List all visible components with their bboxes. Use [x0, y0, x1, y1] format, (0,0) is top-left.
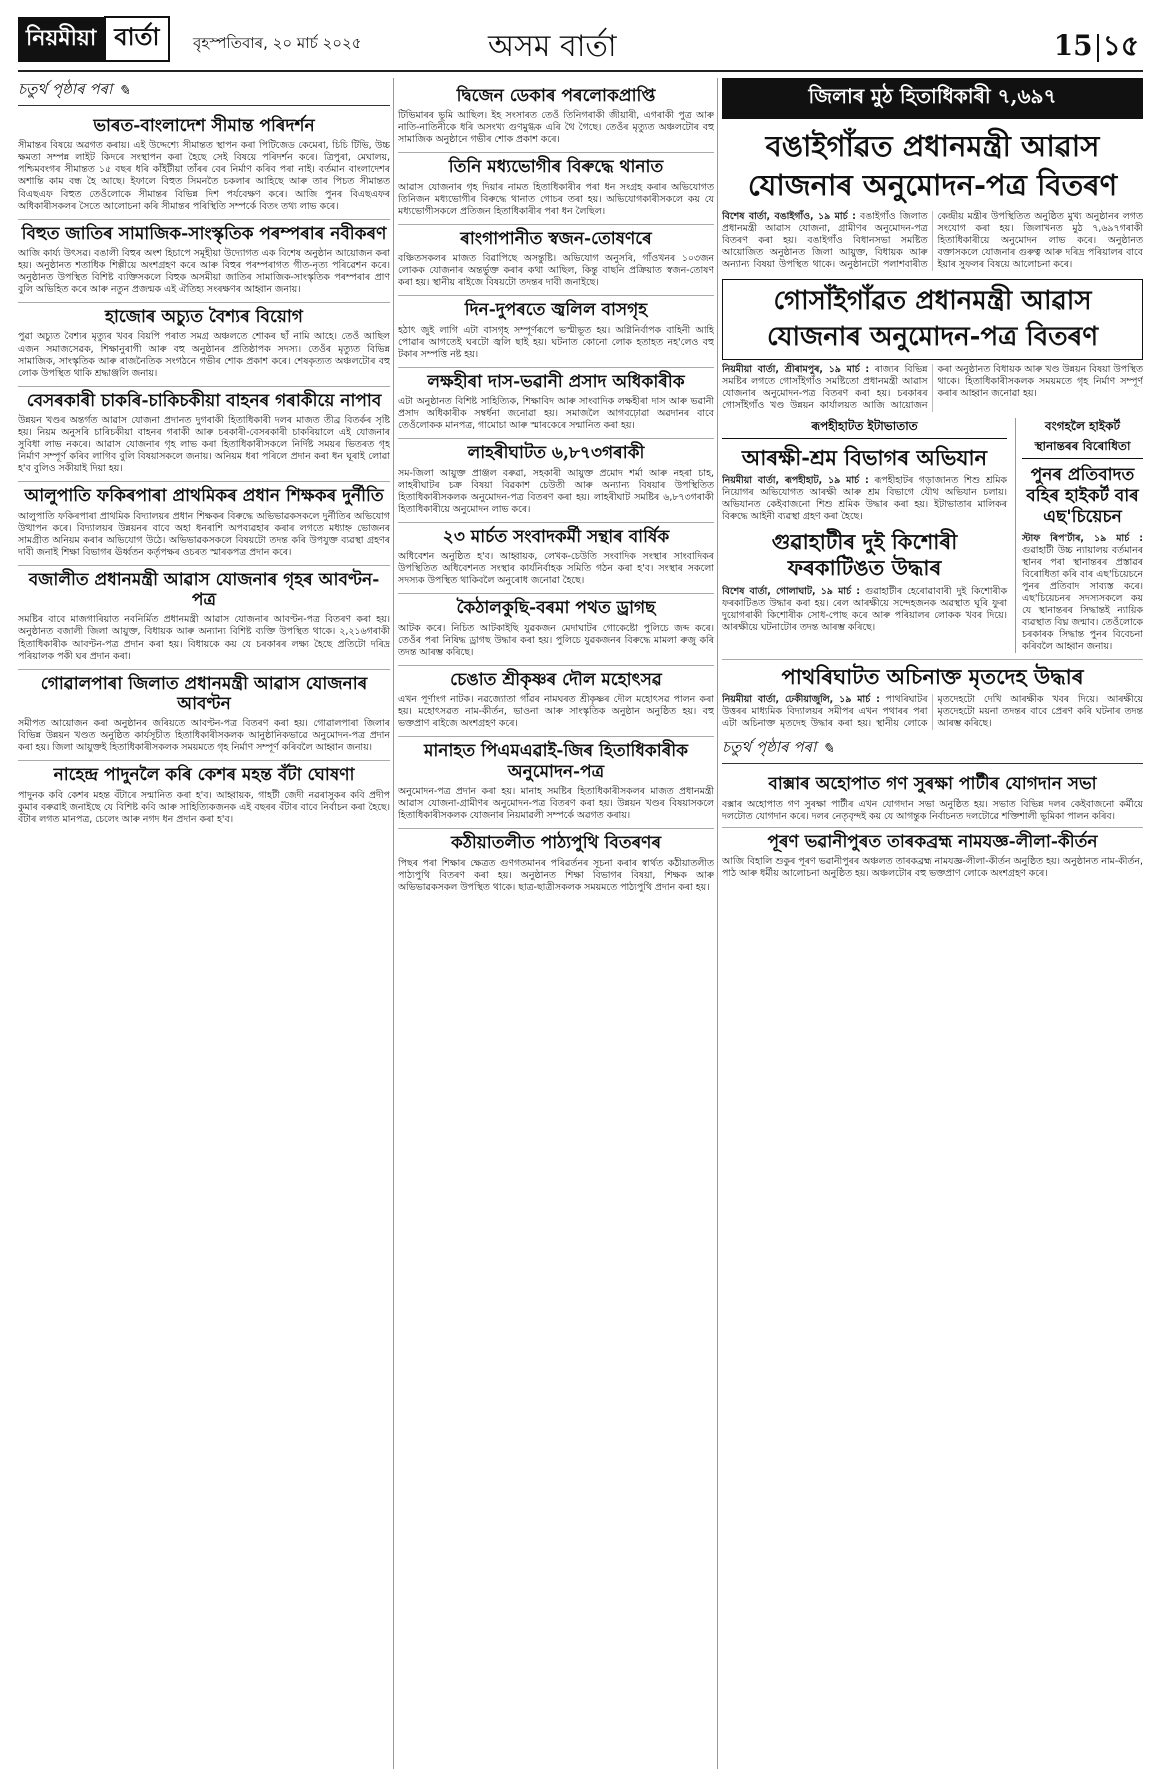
article-headline: আলুপাতি ফকিৰপাৰা প্ৰাথমিকৰ প্ৰধান শিক্ষকৰ দুৰ্নীতি [18, 481, 390, 506]
middle-column [398, 78, 714, 1769]
article-headline: বজালীত প্ৰধানমন্ত্ৰী আৱাস যোজনাৰ গৃহৰ আবণ্টন-পত্ৰ [18, 565, 390, 611]
article-body: সীমান্তৰ বিষয়ে অৱগত কৰায়। এই উদ্দেশ্যে সীমান্তত স্থাপন কৰা পিটিজেড কেমেৰা, চিচি টিভি, উচ্চ ক্ষমতা সম্পন্ন লাইট কিদৰে সংস্থাপন কৰা হৈছে সেই বিষয়ে পৰিদৰ্শন কৰে। ত্ৰিপুৰা, মেঘালয়, পশ্চিমবংগৰ সীমান্তত ১৫ বছৰ ধৰি কাঁইটীয়া তাঁৰৰ বেৰ নিৰ্মাণ কৰিব পৰা নাই। বৰ্তমান বাংলাদেশৰ অশান্তি কাম বন্ধ হৈ আছে। ইফালে বিহুত সিমনতৈ চকলাৰ আহিছে আৰু তাৰ পিচত সীমান্তত বিএছএফ বিহুত তেওঁলোকে সীমান্তৰ বিভিন্ন দিশ পৰ্যবেক্ষণ কৰে। আজি পুনৰ বিএছএফৰ অধিকাৰীসকলৰ সৈতে আলোচনা কৰি সীমান্তৰ পৰিস্থিতি সম্পৰ্কে বিতং তথ্য লাভ কৰে। [18, 140, 390, 212]
pen-icon: ✎ [822, 740, 835, 757]
article-headline: কঠীয়াতলীত পাঠ্যপুথি বিতৰণৰ [398, 828, 714, 853]
article-body: সমীপত আয়োজন কৰা অনুষ্ঠানৰ জৰিয়তে আবণ্টন-পত্ৰ বিতৰণ কৰা হয়। গোৱালপাৰা জিলাৰ বিভিন্ন উন্নয়ন খণ্ডত অনুষ্ঠিত কাৰ্যসূচীত হিতাধিকাৰীসকলক আনুষ্ঠানিকভাৱে অনুমোদন-পত্ৰ প্ৰদান কৰা হয়। জিলা আয়ুক্তই হিতাধিকাৰীসকলক সময়মতে গৃহ নিৰ্মাণ সম্পূৰ্ণ কৰিবলৈ আহ্বান জনায়। [18, 718, 390, 754]
article-headline: লক্ষহীৰা দাস-ভৱানী প্ৰসাদ অধিকাৰীক [398, 367, 714, 392]
article [398, 438, 714, 516]
article-body: হঠাৎ জুই লাগি এটা বাসগৃহ সম্পূৰ্ণৰূপে ভস্মীভূত হয়। অগ্নিনিৰ্বাপক বাহিনী আহি পোৱাৰ আগতেই ঘৰটো জ্বলি ছাই হয়। ঘটনাত কোনো লোক হতাহত নহ'লেও বহু টকাৰ সম্পত্তি নষ্ট হয়। [398, 324, 714, 360]
article [398, 224, 714, 289]
issue-date: বৃহস্পতিবাৰ, ২০ মাৰ্চ ২০২৫ [193, 34, 362, 52]
article-body [722, 586, 1007, 634]
article-body: সমষ্টিৰ বাবে মাজগাৰিয়াত নবনিৰ্মিত প্ৰধানমন্ত্ৰী আৱাস যোজনাৰ আবণ্টন-পত্ৰ বিতৰণ কৰা হয়। অনুষ্ঠানত বজালী জিলা আয়ুক্ত, বিধায়ক আৰু অন্যান্য বিশিষ্ট ব্যক্তি উপস্থিত থাকে। ২,২১৬গৰাকী হিতাধিকাৰীক আবণ্টন-পত্ৰ প্ৰদান কৰা হয়। বিধায়কে কয় যে চৰকাৰৰ লক্ষ্য হৈছে প্ৰতিটো দৰিদ্ৰ পৰিয়ালক পকী ঘৰ প্ৰদান কৰা। [18, 614, 390, 662]
article-headline: গোৱালপাৰা জিলাত প্ৰধানমন্ত্ৰী আৱাস যোজনাৰ আবণ্টন [18, 669, 390, 715]
article-body: পিছৰ পৰা শিক্ষাৰ ক্ষেত্ৰত গুণগতমানৰ পৰিৱৰ্তনৰ সূচনা কৰাৰ স্বাৰ্থত কঠীয়াতলীত পাঠ্যপুথি বিতৰণ কৰা হয়। অনুষ্ঠানত শিক্ষা বিভাগৰ বিষয়া, শিক্ষক আৰু অভিভাৱকসকল উপস্থিত থাকে। ছাত্ৰ-ছাত্ৰীসকলক সময়মতে পাঠ্যপুথি প্ৰদান কৰা হয়। [398, 857, 714, 893]
article-headline: মানাহত পিএমএৱাই-জিৰ হিতাধিকাৰীক অনুমোদন-পত্ৰ [398, 736, 714, 782]
article [398, 522, 714, 587]
pen-icon: ✎ [118, 82, 131, 99]
newspaper-logo [18, 20, 170, 58]
article [398, 367, 714, 432]
article [18, 481, 390, 559]
dateline: নিয়মীয়া বাৰ্তা, ঢেকীয়াজুলি, ১৯ মাৰ্চ : [722, 694, 880, 706]
article-headline: বিহুত জাতিৰ সামাজিক-সাংস্কৃতিক পৰম্পৰাৰ নবীকৰণ [18, 219, 390, 244]
article [722, 418, 1007, 653]
article-text: গুৱাহাটী উচ্চ ন্যায়ালয় বৰ্তমানৰ স্থানৰ পৰা স্থানান্তৰৰ প্ৰস্তাৱৰ বিৰোধিতা কৰি বাৰ এছ'চিয়েচনে পুনৰ প্ৰতিবাদ সাব্যস্ত কৰে। এছ'চিয়েচনৰ সদস্যসকলে কয় যে স্থানান্তৰৰ সিদ্ধান্তই ন্যায়িক ব্যৱস্থাত বিঘ্ন জন্মাব। তেওঁলোকে চৰকাৰক সিদ্ধান্ত পুনৰ বিবেচনা কৰিবলৈ আহ্বান জনায়। [1022, 544, 1143, 652]
article-body: পুৱা অচ্যুত বৈশ্যৰ মৃত্যুৰ খবৰ বিয়পি পৰাত সমগ্ৰ অঞ্চলতে শোকৰ ছাঁ নামি আহে। তেওঁ আছিল এজন সমাজসেৱক, শিক্ষানুৰাগী আৰু বহু অনুষ্ঠানৰ প্ৰতিষ্ঠাপক সদস্য। তেওঁৰ মৃত্যুত বিভিন্ন সামাজিক, সাংস্কৃতিক আৰু ৰাজনৈতিক সংগঠনে গভীৰ শোক প্ৰকাশ কৰে। শেষকৃত্যত অঞ্চলটোৰ বহু লোক উপস্থিত থাকি শ্ৰদ্ধাঞ্জলি জনায়। [18, 331, 390, 379]
article-body: আজি কাৰ্য্য উৎসৱ। বঙালী বিহুৰ অংশ হিচাপে সমূহীয়া উদ্যোগত এক বিশেষ অনুষ্ঠান আয়োজন কৰা হয়। অনুষ্ঠানত শতাধিক শিল্পীয়ে অংশগ্ৰহণ কৰে আৰু বিহুৰ পৰম্পৰাগত গীত-নৃত্য পৰিৱেশন কৰে। অনুষ্ঠানত উপস্থিত বিশিষ্ট ব্যক্তিসকলে বিহুক অসমীয়া জাতিৰ সামাজিক-সাংস্কৃতিক পৰম্পৰাৰ প্ৰাণ বুলি অভিহিত কৰে আৰু নতুন প্ৰজন্মক এই ঐতিহ্য সংৰক্ষণৰ আহ্বান জনায়। [18, 247, 390, 296]
continued-label: চতুৰ্থ পৃষ্ঠাৰ পৰা ✎ [18, 78, 390, 106]
article-body: এটা অনুষ্ঠানত বিশিষ্ট সাহিত্যিক, শিক্ষাবিদ আৰু সাংবাদিক লক্ষহীৰা দাস আৰু ভৱানী প্ৰসাদ অধিকাৰীক সম্বৰ্ধনা জনোৱা হয়। সমাজলৈ আগবঢ়োৱা অৱদানৰ বাবে তেওঁলোকক মানপত্ৰ, গামোচা আৰু স্মাৰকেৰে সন্মানিত কৰা হয়। [398, 396, 714, 432]
split-row [722, 418, 1143, 653]
page-number-en: 15 [1053, 29, 1093, 62]
dateline: বিশেষ বাৰ্তা, বঙাইগাঁও, ১৯ মাৰ্চ : [722, 211, 856, 223]
article-headline: হাজোৰ অচ্যুত বৈশ্যৰ বিয়োগ [18, 302, 390, 327]
column-rule [717, 78, 718, 1769]
article-body [1022, 533, 1143, 653]
page-number [1054, 24, 1139, 71]
article [18, 386, 390, 476]
article [18, 760, 390, 825]
lead-article-body [722, 211, 1143, 271]
masthead [18, 14, 1143, 72]
article-body [722, 694, 1143, 730]
article-kicker: ৰূপহীহাটত ইটাভাতাত [722, 418, 1007, 439]
logo-left: নিয়মীয়া [18, 17, 104, 62]
article-headline: ভাৰত-বাংলাদেশ সীমান্ত পৰিদৰ্শন [93, 116, 315, 136]
article-text: বঙাইগাঁও জিলাত প্ৰধানমন্ত্ৰী আৱাস যোজনা, গ্ৰামীণৰ অনুমোদন-পত্ৰ বিতৰণ কৰা হয়। বঙাইগাঁও বিধানসভা সমষ্টিত আয়োজিত অনুষ্ঠানত জিলা আয়ুক্ত, বিধায়ক আৰু অন্যান্য বিষয়া উপস্থিত থাকে। অনুষ্ঠানটো পলাশবাৰীত কেন্দ্ৰীয় মন্ত্ৰীৰ উপস্থিতিত অনুষ্ঠিত মুখ্য অনুষ্ঠানৰ লগত সংযোগ কৰা হয়। জিলাখনত মুঠ ৭,৬৯৭গৰাকী হিতাধিকাৰীয়ে অনুমোদন লাভ কৰে। অনুষ্ঠানত বক্তাসকলে যোজনাৰ গুৰুত্ব আৰু দৰিদ্ৰ পৰিয়ালৰ বাবে ইয়াৰ সুফলৰ বিষয়ে আলোচনা কৰে। [722, 211, 1143, 271]
article-text: ৰূপহীহাটৰ গড়াজানত শিশু শ্ৰমিক নিয়োগৰ অভিযোগত আৰক্ষী আৰু শ্ৰম বিভাগে যৌথ অভিযান চলায়। অভিযানত কেইবাজনো শিশু শ্ৰমিক উদ্ধাৰ কৰা হয়। ইটাভাতাৰ মালিকৰ বিৰুদ্ধে আইনী ব্যৱস্থা গ্ৰহণ কৰা হৈছে। [722, 475, 1007, 523]
dateline: বিশেষ বাৰ্তা, গোলাঘাট, ১৯ মাৰ্চ : [722, 585, 860, 597]
article-body: এখন পূৰ্ণাংগ নাটক। নৱজ্যোতা গাঁৱৰ নামঘৰত শ্ৰীকৃষ্ণৰ দৌল মহোৎসৱ পালন কৰা হয়। মহোৎসৱত নাম-কীৰ্তন, ভাওনা আৰু সাংস্কৃতিক অনুষ্ঠান অনুষ্ঠিত হয়। বহু ভক্তপ্ৰাণ ৰাইজে অংশগ্ৰহণ কৰে। [398, 694, 714, 730]
article-headline: আৰক্ষী-শ্ৰম বিভাগৰ অভিযান [741, 444, 988, 470]
article-kicker: বংগহলৈ হাইকৰ্ট স্থানান্তৰৰ বিৰোধিতা [1022, 418, 1143, 459]
article [398, 736, 714, 822]
article-headline: বাক্সাৰ অহোপাত গণ সুৰক্ষা পাৰ্টীৰ যোগদান সভা [768, 774, 1097, 795]
article-body: আটক কৰে। নিচিত আটকাইছি যুৱকজন মেদাঘাটৰ গোকেষ্টো পুলিচে জব্দ কৰে। তেওঁৰ পৰা নিষিদ্ধ ড্ৰাগছ উদ্ধাৰ কৰা হয়। পুলিচে যুৱকজনৰ বিৰুদ্ধে মামলা ৰুজু কৰি তদন্ত আৰম্ভ কৰিছে। [398, 622, 714, 658]
article-headline: দ্বিজেন ডেকাৰ পৰলোকপ্ৰাপ্তি [456, 86, 656, 106]
section-title: অসম বাৰ্তা [488, 29, 617, 64]
page-number-as: ১৫ [1102, 29, 1139, 62]
article [18, 219, 390, 297]
article-headline: ২৩ মাৰ্চত সংবাদকৰ্মী সন্থাৰ বাৰ্ষিক [398, 522, 714, 547]
article-body: অনুমোদন-পত্ৰ প্ৰদান কৰা হয়। মানাহ সমষ্টিৰ হিতাধিকাৰীসকলৰ মাজত প্ৰধানমন্ত্ৰী আৱাস যোজনা-গ্ৰামীণৰ অনুমোদন-পত্ৰ বিতৰণ কৰা হয়। উন্নয়ন খণ্ডৰ বিষয়াসকলে হিতাধিকাৰীসকলক যোজনাৰ নিয়মাৱলী সম্পৰ্কে অৱগত কৰায়। [398, 786, 714, 822]
article-headline: পূৰণ ভৱানীপুৰত তাৰকব্ৰহ্ম নামযজ্ঞ-লীলা-কীৰ্তন [722, 827, 1143, 852]
article [18, 112, 390, 213]
dateline: নিয়মীয়া বাৰ্তা, শ্ৰীৰামপুৰ, ১৯ মাৰ্চ : [722, 363, 870, 375]
article [1015, 418, 1143, 653]
banner-beneficiaries: জিলাৰ মুঠ হিতাধিকাৰী ৭,৬৯৭ [722, 78, 1143, 119]
article [398, 828, 714, 893]
second-lead-body [722, 364, 1143, 412]
article-body: বক্সাৰ অহোপাত গণ সুৰক্ষা পাৰ্টীৰ এখন যোগদান সভা অনুষ্ঠিত হয়। সভাত বিভিন্ন দলৰ কেইবাজনো কৰ্মীয়ে দলটোত যোগদান কৰে। দলৰ নেতৃবৃন্দই কয় যে আগন্তুক নিৰ্বাচনত দলটোৱে শক্তিশালী ভূমিকা পালন কৰিব। [722, 798, 1143, 822]
column-rule [393, 78, 394, 1769]
article-headline: তিনি মধ্যভোগীৰ বিৰুদ্ধে থানাত [398, 152, 714, 177]
article-headline: কৈঠালকুছি-বৰমা পথত ড্ৰাগছ [398, 593, 714, 618]
article-body: আলুপাতি ফকিৰপাৰা প্ৰাথমিক বিদ্যালয়ৰ প্ৰধান শিক্ষকৰ বিৰুদ্ধে অভিভাৱকসকলে দুৰ্নীতিৰ অভিযোগ উত্থাপন কৰে। বিদ্যালয়ৰ উন্নয়নৰ বাবে অহা ধনৰাশি অপব্যৱহাৰ কৰাৰ লগতে মধ্যাহ্ন ভোজনৰ সামগ্ৰীত অনিয়ম কৰাৰ অভিযোগ উঠে। অভিভাৱকসকলে বিষয়টো তদন্ত কৰি উপযুক্ত ব্যৱস্থা গ্ৰহণৰ দাবী জনাই শিক্ষা বিভাগৰ ঊৰ্ধ্বতন কৰ্তৃপক্ষৰ ওচৰত স্মাৰকপত্ৰ প্ৰদান কৰে। [18, 510, 390, 558]
article [18, 302, 390, 380]
article-headline: পাথৰিঘাটত অচিনাক্ত মৃতদেহ উদ্ধাৰ [722, 659, 1143, 690]
lead-headline: বঙাইগাঁৱত প্ৰধানমন্ত্ৰী আৱাস যোজনাৰ অনুমোদন-পত্ৰ বিতৰণ [747, 129, 1118, 203]
article-headline: নাহেন্দ্ৰ পাদুনলৈ কৰি কেশৰ মহন্ত বঁটা ঘোষণা [18, 760, 390, 785]
article-body: আজি বিহালি শুকুৰ পূৰণ ভৱানীপুৰৰ অঞ্চলত তাৰকব্ৰহ্ম নামযজ্ঞ-লীলা-কীৰ্তন অনুষ্ঠিত হয়। অনুষ্ঠানত নাম-কীৰ্তন, পাঠ আৰু ধৰ্মীয় আলোচনা অনুষ্ঠিত হয়। অঞ্চলটোৰ বহু ভক্তপ্ৰাণ লোকে অংশগ্ৰহণ কৰে। [722, 856, 1143, 880]
dateline: স্টাফ ৰিপ'ৰ্টাৰ, ১৯ মাৰ্চ : [1022, 532, 1143, 544]
article-text: গুৱাহাটীৰ হেৰোৱাবাৰী দুই কিশোৰীক ফৰকাটিঙত উদ্ধাৰ কৰা হয়। ৰেল আৰক্ষীয়ে সন্দেহজনক অৱস্থাত ঘূৰি ফুৰা দুয়োগৰাকী কিশোৰীক সোধ-পোছ কৰে আৰু পৰিয়ালৰ লোকক খবৰ দিয়ে। আৰক্ষীয়ে ঘটনাটোৰ তদন্ত আৰম্ভ কৰিছে। [722, 585, 1007, 633]
article-body: অধিবেশন অনুষ্ঠিত হ'ব। আহ্বায়ক, লেখক-চেউতি সংবাদিক সংস্থাৰ সাংবাদিকৰ উপস্থিতিত অধিবেশনত সংস্থাৰ কাৰ্যনিৰ্বাহক সমিতি গঠন কৰা হ'ব। সংস্থাৰ সকলো সদস্যক উপস্থিত থাকিবলৈ অনুৰোধ জনোৱা হৈছে। [398, 551, 714, 587]
article-body: পাদুনক কবি কেশৰ মহন্ত বঁটাৰে সন্মানিত কৰা হ'ব। আহ্বায়ক, গাহটী জেদী নৱৰাসুকৰ কবি প্ৰদীপ কুমাৰ বৰুৱাই জনাইছে যে বিশিষ্ট কবি আৰু সাহিত্যিকজনক এই বছৰৰ বঁটাৰ বাবে নিৰ্বাচন কৰা হৈছে। বঁটাৰ লগত মানপত্ৰ, চেলেং আৰু নগদ ধন প্ৰদান কৰা হ'ব। [18, 789, 390, 825]
article-body: টিভিমাৰৰ ভূমি আছিল। ইহ সংসাৰত তেওঁ তিনিগৰাকী জীয়াৰী, এগৰাকী পুত্ৰ আৰু নাতি-নাতিনীকে ধৰি অসংখ্য গুণমুগ্ধক এৰি থৈ গৈছে। তেওঁৰ মৃত্যুত অঞ্চলটোৰ বহু সামাজিক অনুষ্ঠানে গভীৰ শোক প্ৰকাশ কৰে। [398, 110, 714, 146]
article [18, 565, 390, 663]
article-headline: ৰাংগাপানীত স্বজন-তোষণৰে [398, 224, 714, 249]
article [18, 669, 390, 755]
right-column [722, 78, 1143, 1769]
article-body: বঞ্চিতসকলৰ মাজত বিৱাপিছে অসন্তুষ্টি। অভিযোগ অনুসৰি, গাঁওখনৰ ১০৩জন লোকক যোজনাৰ অন্তৰ্ভুক্ত কৰাৰ কথা আছিল, কিন্তু বাছনি প্ৰক্ৰিয়াত স্বজন-তোষণ কৰা হয়। স্থানীয় ৰাইজে বিষয়টো তদন্তৰ দাবী জনাইছে। [398, 253, 714, 289]
article-body: সম-জিলা আয়ুক্ত প্ৰাঞ্জল বৰুৱা, সহকাৰী আয়ুক্ত প্ৰমোদ শৰ্মা আৰু নহৰা চাহ, লাহৰীঘাটৰ চক্ৰ বিষয়া বিৱকাশ চেউতী আৰু অন্যান্য বিষয়াৰ উপস্থিতিত হিতাধিকাৰীসকলক অনুমোদন-পত্ৰ বিতৰণ কৰা হয়। লাহৰীঘাট সমষ্টিৰ ৬,৮৭৩গৰাকী হিতাধিকাৰীয়ে অনুমোদন লাভ কৰে। [398, 467, 714, 515]
article-headline: বেসৰকাৰী চাকৰি-চাকিচকীয়া বাহনৰ গৰাকীয়ে নাপাব [18, 386, 390, 411]
article-headline: চেঙাত শ্ৰীকৃষ্ণৰ দৌল মহোৎসৱ [398, 665, 714, 690]
logo-right: বাৰ্তা [104, 16, 169, 62]
article [398, 593, 714, 658]
article-body: উন্নয়ন খণ্ডৰ অন্তৰ্গত আৱাস যোজনা প্ৰদানত দুগৰাকী হিতাধিকাৰী দলৰ মাজত তীব্ৰ বিতৰ্কৰ সৃষ্টি হয়। নিয়ম অনুসৰি চাৰিচকীয়া বাহনৰ গৰাকী আৰু চৰকাৰী-বেসৰকাৰী চাকৰিয়ালে এই যোজনাৰ সুবিধা লাভ নকৰে। আৱাস যোজনাৰ গৃহ লাভ কৰা হিতাধিকাৰীসকলে নিৰ্দিষ্ট সময়ৰ ভিতৰত গৃহ নিৰ্মাণ সম্পূৰ্ণ কৰিব লাগিব বুলি বিষয়াসকলে জনায়। অনিয়ম ধৰা পৰিলে প্ৰদান কৰা ধন ঘূৰাই লোৱা হ'ব বুলিও সকীয়াই দিয়া হয়। [18, 415, 390, 475]
article-body [722, 475, 1007, 523]
article [398, 82, 714, 146]
article-headline: পুনৰ প্ৰতিবাদত বহিৰ হাইকৰ্ট বাৰ এছ'চিয়েচন [1026, 464, 1139, 528]
continued-label: চতুৰ্থ পৃষ্ঠাৰ পৰা ✎ [722, 736, 1143, 764]
article-headline: দিন-দুপৰতে জ্বলিল বাসগৃহ [398, 295, 714, 320]
article-text: পাথৰিঘাটৰ উত্তৰৰ মাধ্যমিক বিদ্যালয়ৰ সমীপৰ এখন পথাৰৰ পৰা এটা অচিনাক্ত মৃতদেহ উদ্ধাৰ কৰা হয়। স্থানীয় লোকে মৃতদেহটো দেখি আৰক্ষীক খবৰ দিয়ে। আৰক্ষীয়ে মৃতদেহটো ময়না তদন্তৰ বাবে প্ৰেৰণ কৰি ঘটনাৰ তদন্ত আৰম্ভ কৰিছে। [722, 694, 1143, 730]
dateline: নিয়মীয়া বাৰ্তা, ৰূপহীহাট, ১৯ মাৰ্চ : [722, 475, 869, 486]
article [398, 295, 714, 360]
article-body: আৱাস যোজনাৰ গৃহ দিয়াৰ নামত হিতাধিকাৰীৰ পৰা ধন সংগ্ৰহ কৰাৰ অভিযোগত তিনিজন মধ্যভোগীৰ বিৰুদ্ধে থানাত গোচৰ তৰা হয়। অভিযোগকাৰীসকলে কয় যে মধ্যভোগীসকলে প্ৰতিজন হিতাধিকাৰীৰ পৰা ধন লৈছিল। [398, 181, 714, 217]
article [398, 665, 714, 730]
page-number-divider [1097, 34, 1099, 62]
second-lead-headline: গোসাঁইগাঁৱত প্ৰধানমন্ত্ৰী আৱাস যোজনাৰ অনুমোদন-পত্ৰ বিতৰণ [722, 279, 1143, 359]
article-text: ৰাজ্যৰ বিভিন্ন সমষ্টিৰ লগতে গোসাঁইগাঁও সমষ্টিতো প্ৰধানমন্ত্ৰী আৱাস যোজনাৰ অনুমোদন-পত্ৰ বিতৰণ কৰা হয়। চৰকাৰৰ গোসাঁইগাঁও খণ্ড উন্নয়ন কাৰ্যালয়ত আজি আয়োজন কৰা অনুষ্ঠানত বিধায়ক আৰু খণ্ড উন্নয়ন বিষয়া উপস্থিত থাকে। হিতাধিকাৰীসকলক সময়মতে গৃহ নিৰ্মাণ সম্পূৰ্ণ কৰাৰ আহ্বান জনোৱা হয়। [722, 363, 1143, 411]
left-column [18, 78, 390, 1769]
article-headline: লাহৰীঘাটত ৬,৮৭৩গৰাকী [398, 438, 714, 463]
article-headline: গুৱাহাটীৰ দুই কিশোৰী ফৰকাটিঙত উদ্ধাৰ [771, 529, 958, 581]
article [398, 152, 714, 217]
